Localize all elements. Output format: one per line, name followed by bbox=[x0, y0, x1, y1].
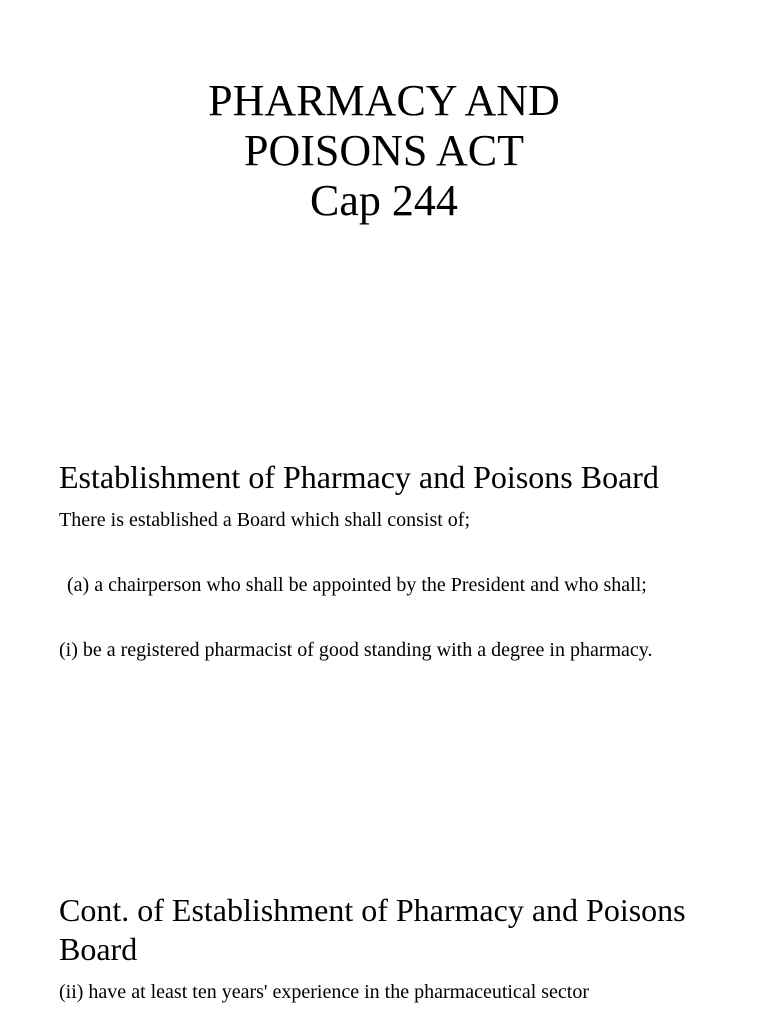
document-title bbox=[0, 76, 768, 226]
section-establishment bbox=[59, 458, 708, 662]
clause-i: (i) be a registered pharmacist of good standing with a degree in pharmacy. bbox=[59, 639, 653, 661]
clause-ii: (ii) have at least ten years' experience in the pharmaceutical sector bbox=[59, 981, 589, 1003]
intro-paragraph: There is established a Board which shall consist of; bbox=[59, 509, 471, 531]
section-establishment-cont bbox=[59, 891, 708, 1004]
clause-a: (a) a chairperson who shall be appointed by the President and who shall; bbox=[67, 574, 647, 596]
title-line-2: POISONS ACT bbox=[244, 126, 524, 175]
title-line-1: PHARMACY AND bbox=[208, 76, 560, 125]
section-heading-cont: Cont. of Establishment of Pharmacy and Poisons Board bbox=[59, 892, 686, 967]
section-heading: Establishment of Pharmacy and Poisons Board bbox=[59, 459, 659, 495]
title-line-3: Cap 244 bbox=[310, 176, 458, 225]
